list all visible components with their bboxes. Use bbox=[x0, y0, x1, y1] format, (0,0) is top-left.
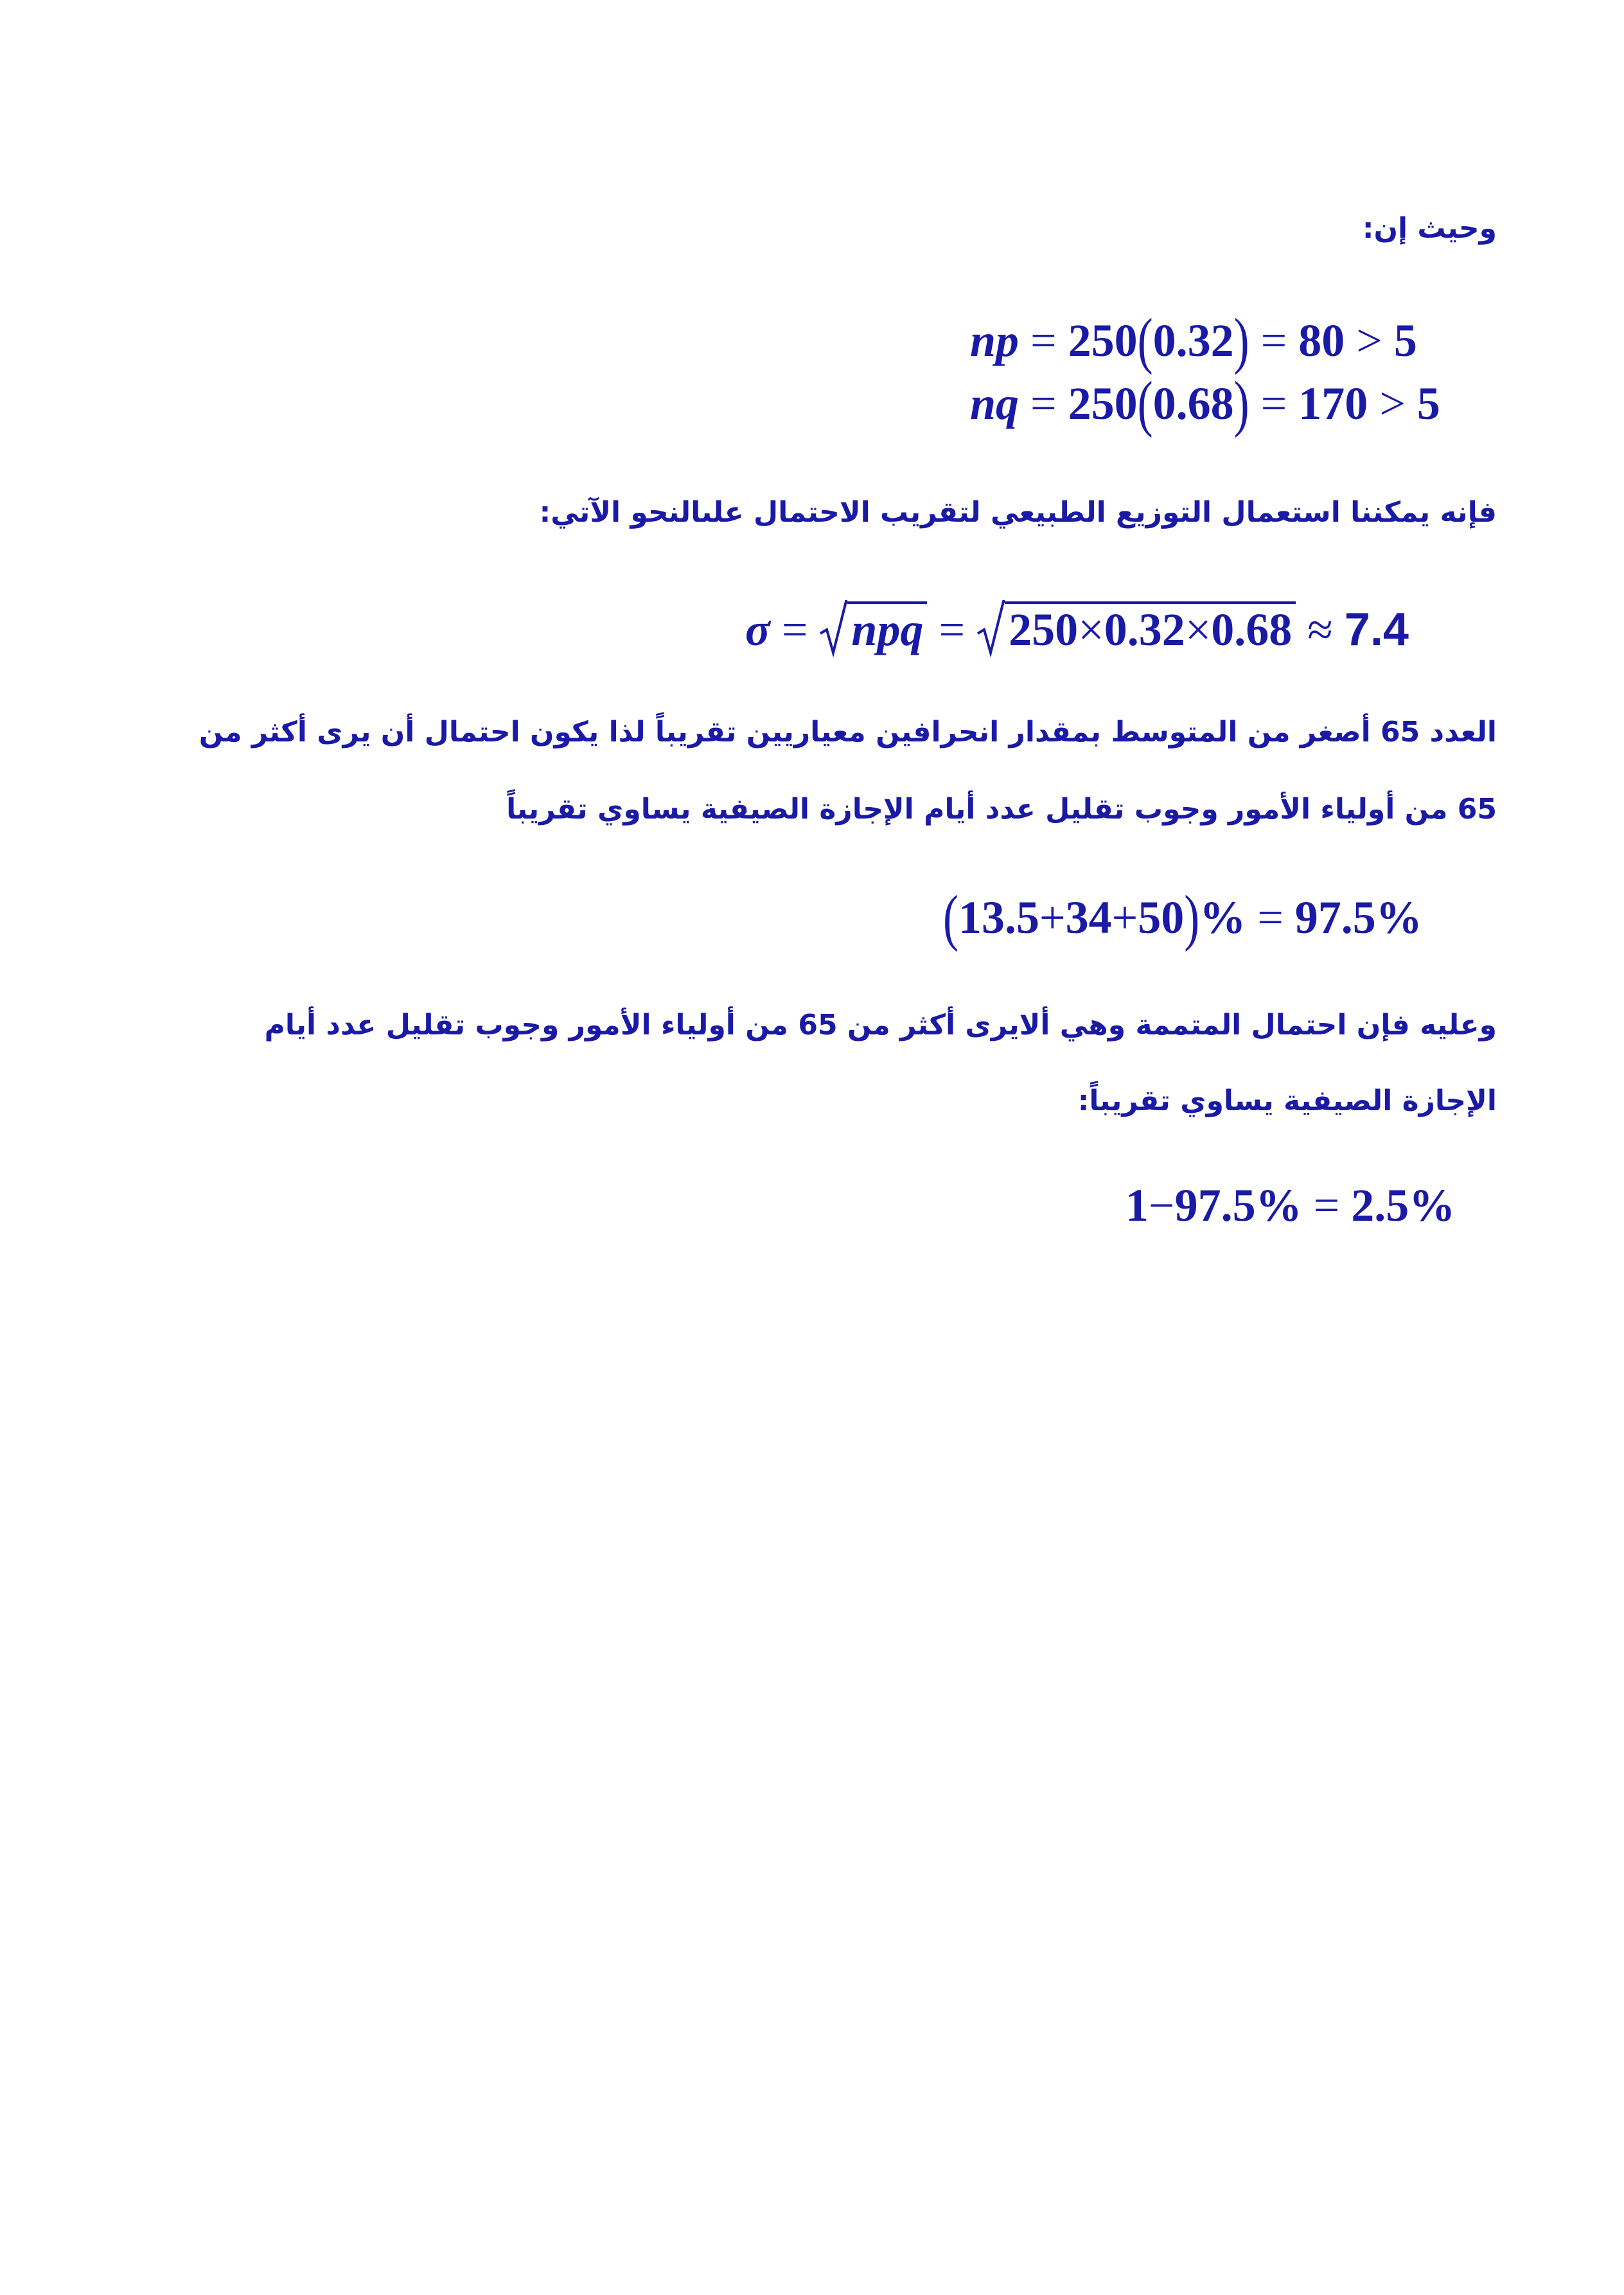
radical-sign-icon bbox=[976, 598, 1005, 657]
np-lhs: np bbox=[970, 315, 1019, 366]
sqrt-product-radicand bbox=[1005, 601, 1296, 655]
sum-pct: % bbox=[1199, 892, 1246, 943]
np-result: 80 bbox=[1298, 315, 1345, 366]
np-a: 250 bbox=[1068, 315, 1138, 366]
sum-equation bbox=[943, 883, 1422, 952]
sigma-result: 7.4 bbox=[1344, 604, 1409, 655]
comp-one: 1 bbox=[1125, 1180, 1149, 1231]
sigma-eq2: = bbox=[939, 604, 966, 655]
sum-eq: = bbox=[1257, 892, 1284, 943]
sigma-q: 0.68 bbox=[1211, 604, 1293, 655]
sum-b: 34 bbox=[1065, 892, 1112, 943]
np-gt: > bbox=[1356, 315, 1382, 366]
sum-plus2: + bbox=[1111, 892, 1138, 943]
paragraph-two-sd-line-1: العدد 65 أصغر من المتوسط بمقدار انحرافين معياريين تقريباً لذا يكون احتمال أن يرى أكثر من bbox=[199, 716, 1497, 749]
nq-c: 5 bbox=[1417, 378, 1440, 429]
sum-lparen: ( bbox=[943, 883, 958, 952]
sum-rparen: ) bbox=[1184, 883, 1200, 952]
sigma-times1: × bbox=[1078, 604, 1104, 655]
sigma-p: 0.32 bbox=[1104, 604, 1185, 655]
np-eq2: = bbox=[1260, 315, 1287, 366]
intro-text: وحيث إن: bbox=[1362, 212, 1497, 245]
paragraph-normal-approx: فإنه يمكننا استعمال التوزيع الطبيعي لتقريب الاحتمال علىالنحو الآتي: bbox=[539, 496, 1497, 529]
nq-lparen: ( bbox=[1137, 369, 1153, 438]
np-eq: = bbox=[1030, 315, 1057, 366]
sigma-approx: ≈ bbox=[1307, 604, 1333, 655]
comp-result: 2.5% bbox=[1351, 1180, 1456, 1231]
np-c: 5 bbox=[1393, 315, 1417, 366]
sigma-times2: × bbox=[1185, 604, 1212, 655]
sigma-eq: = bbox=[781, 604, 808, 655]
paragraph-complement-line-2: الإجازة الصيفية يساوي تقريباً: bbox=[1077, 1085, 1497, 1117]
np-b: 0.32 bbox=[1152, 315, 1234, 366]
sigma-n: 250 bbox=[1009, 604, 1079, 655]
nq-lhs: nq bbox=[970, 378, 1019, 429]
nq-equation bbox=[970, 369, 1440, 438]
np-lparen: ( bbox=[1137, 306, 1153, 375]
np-equation bbox=[970, 306, 1417, 375]
sum-c: 50 bbox=[1138, 892, 1185, 943]
complement-equation bbox=[1125, 1180, 1455, 1231]
sum-plus1: + bbox=[1039, 892, 1066, 943]
comp-eq: = bbox=[1313, 1180, 1340, 1231]
paragraph-complement-line-1: وعليه فإن احتمال المتممة وهي ألايرى أكثر من 65 من أولياء الأمور وجوب تقليل عدد أيام bbox=[264, 1009, 1497, 1041]
sum-a: 13.5 bbox=[958, 892, 1039, 943]
comp-minus: − bbox=[1149, 1180, 1175, 1231]
sigma-equation bbox=[745, 601, 1409, 655]
sqrt-product bbox=[976, 601, 1296, 655]
nq-b: 0.68 bbox=[1152, 378, 1234, 429]
comp-a: 97.5% bbox=[1174, 1180, 1302, 1231]
nq-a: 250 bbox=[1068, 378, 1138, 429]
paragraph-two-sd-line-2: 65 من أولياء الأمور وجوب تقليل عدد أيام الإجازة الصيفية يساوي تقريباً bbox=[506, 793, 1497, 826]
sqrt-npq bbox=[819, 601, 927, 655]
radical-sign-icon bbox=[819, 598, 847, 657]
sigma-symbol: σ bbox=[745, 604, 770, 655]
nq-result: 170 bbox=[1298, 378, 1368, 429]
nq-rparen: ) bbox=[1233, 369, 1249, 438]
sqrt-npq-radicand: npq bbox=[847, 601, 927, 655]
np-rparen: ) bbox=[1233, 306, 1249, 375]
nq-eq2: = bbox=[1260, 378, 1287, 429]
nq-eq: = bbox=[1030, 378, 1057, 429]
sum-result: 97.5% bbox=[1294, 892, 1422, 943]
nq-gt: > bbox=[1379, 378, 1406, 429]
